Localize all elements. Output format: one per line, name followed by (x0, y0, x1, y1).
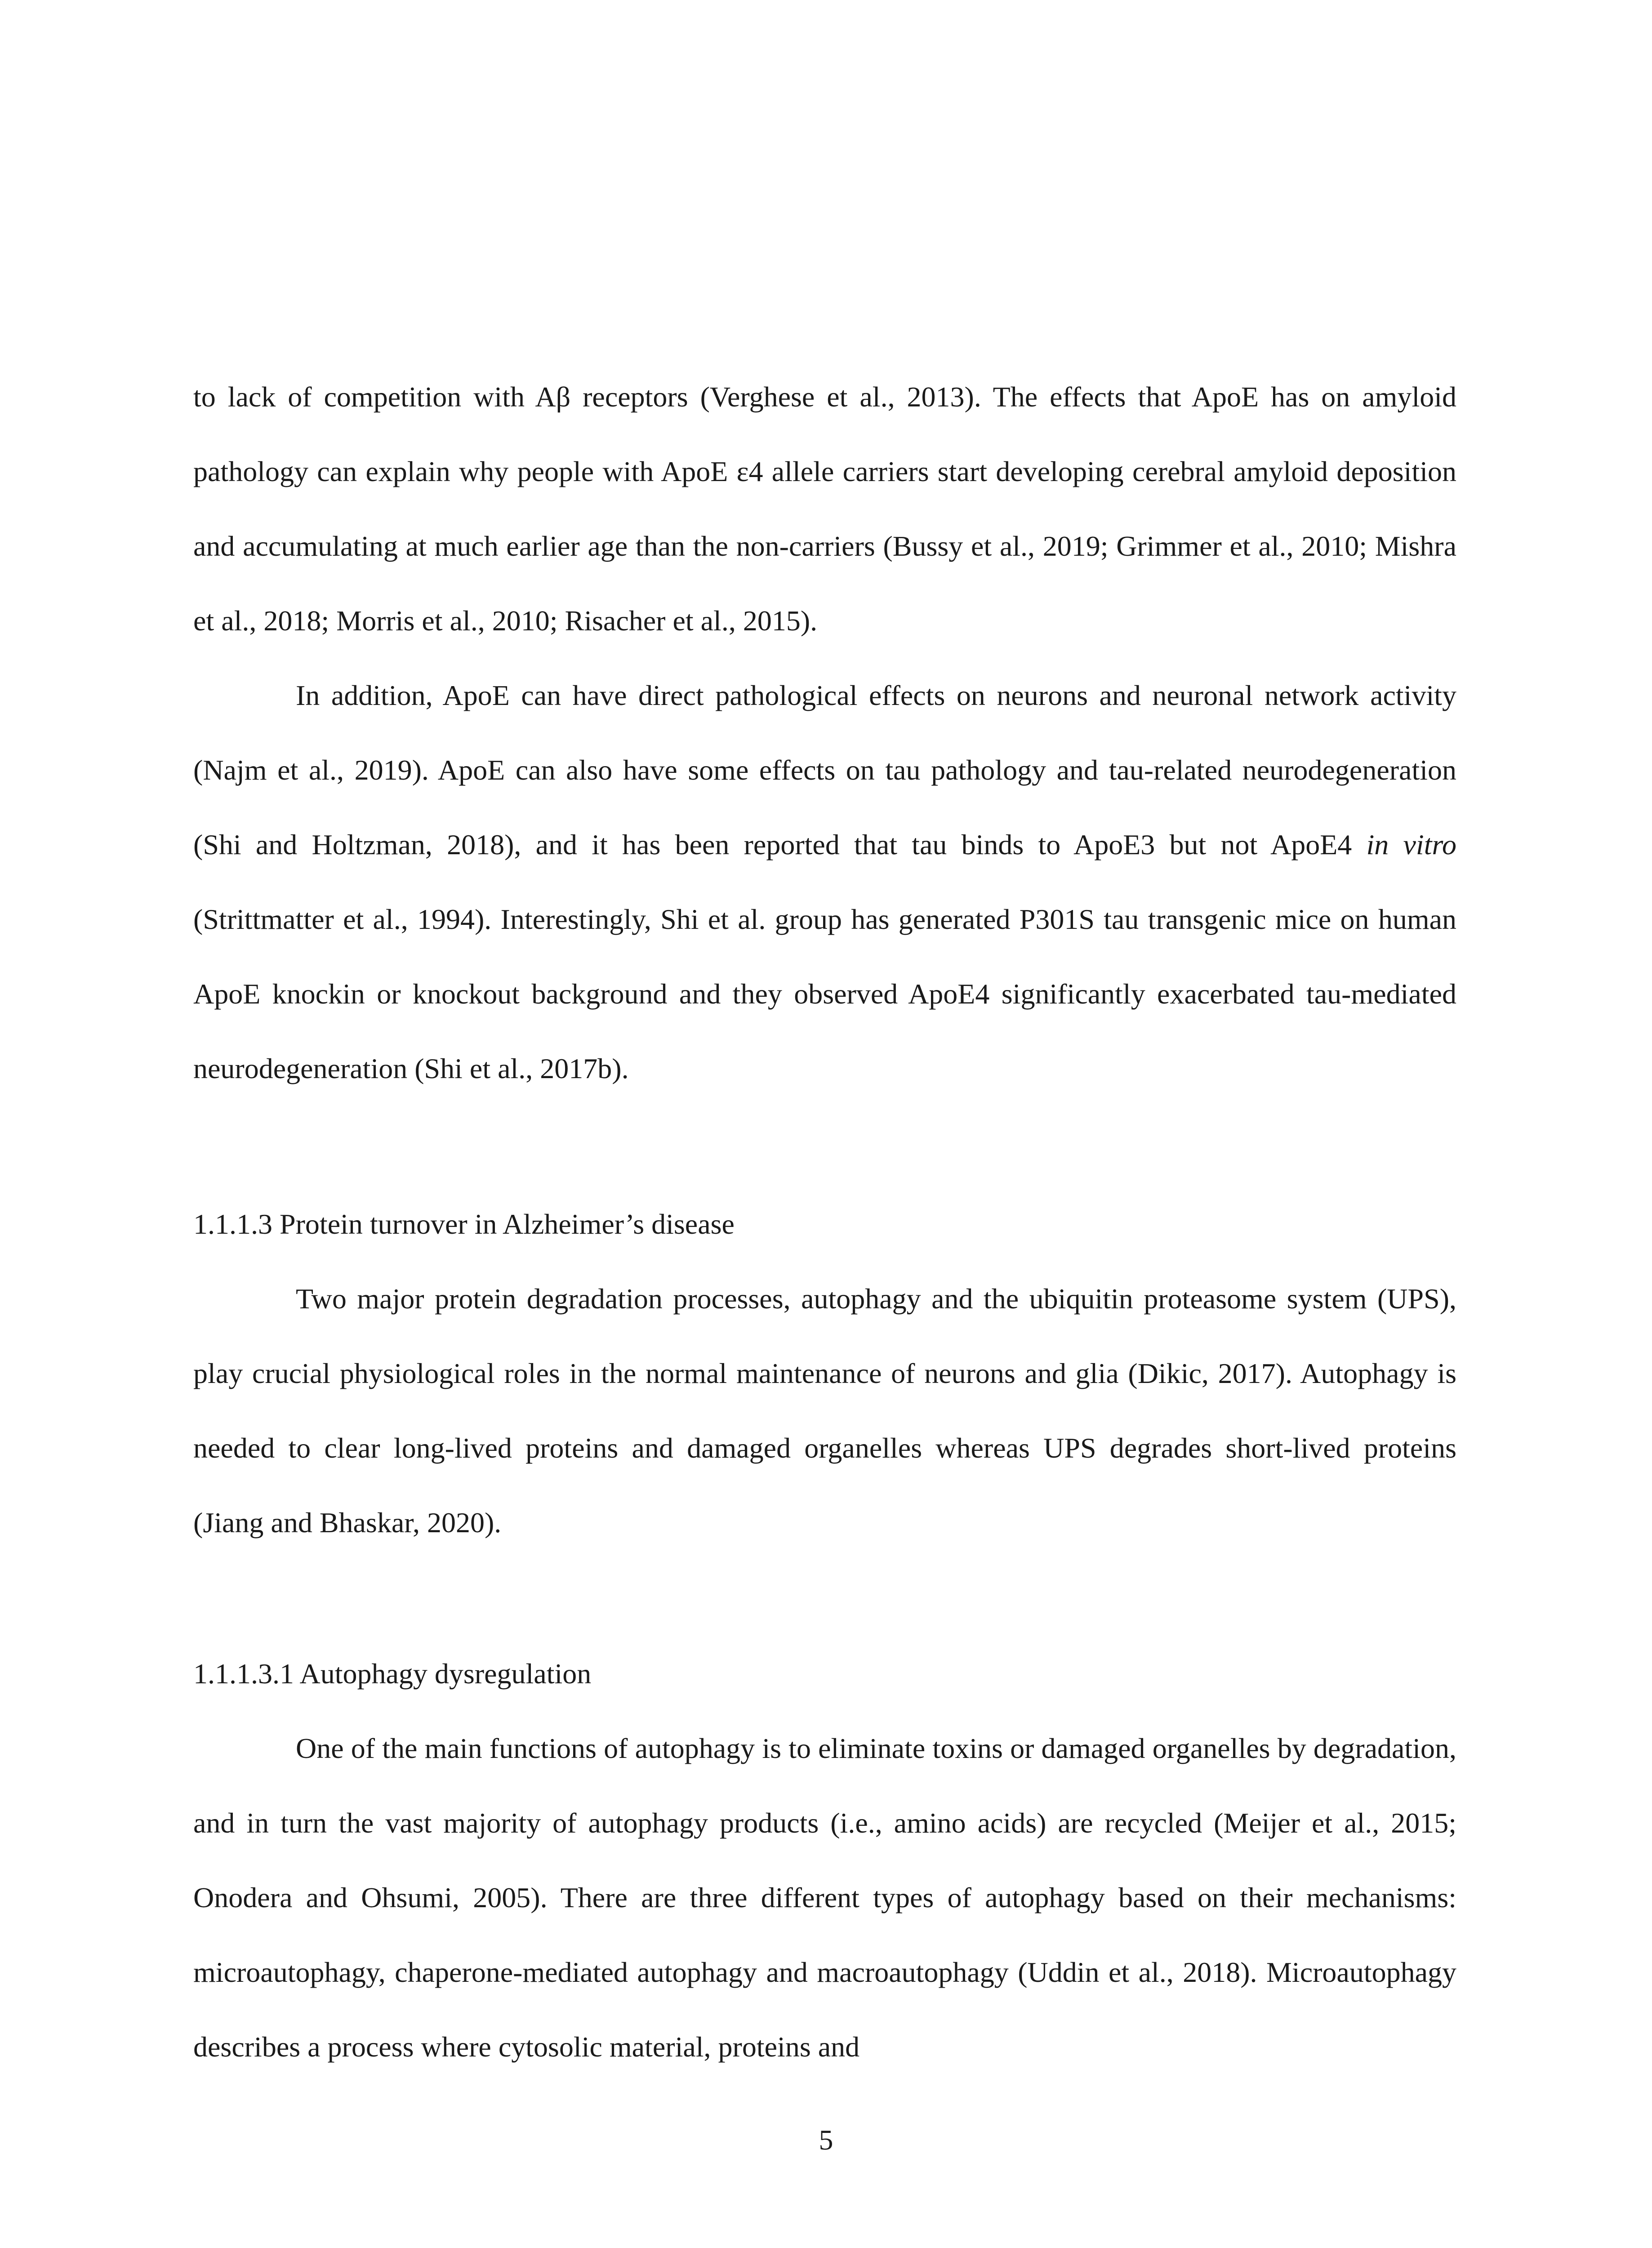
paragraph-autophagy-functions: One of the main functions of autophagy is to eliminate toxins or damaged organelles by degradation, and in turn the vast majority of autophagy products (i.e., amino acids) are recycled (Meijer et al., 2015; Onodera and Ohsumi, 2005). There are three different types of autophagy based on their mechanisms: microautophagy, chaperone-mediated autophagy and macroautophagy (Uddin et al., 2018). Microautophagy describes a process where cytosolic material, proteins and (193, 1732, 1456, 2063)
paragraph-apoe-tau-text-start: In addition, ApoE can have direct pathological effects on neurons and neuronal network activity (Najm et al., 2019). ApoE can also have some effects on tau pathology and tau-related neurodegeneration (Shi and Holtzman, 2018), and it has been reported that tau binds to ApoE3 but not ApoE4 (193, 679, 1456, 861)
page-number: 5 (819, 2124, 833, 2156)
body-text-section-3 (193, 1637, 1456, 2084)
section-heading-autophagy-dysregulation: 1.1.1.3.1 Autophagy dysregulation (193, 1658, 592, 1690)
body-text-section-2 (193, 1187, 1456, 1560)
paragraph-apoe-tau (193, 658, 1456, 1106)
section-heading-protein-turnover: 1.1.1.3 Protein turnover in Alzheimer’s disease (193, 1208, 735, 1240)
paragraph-protein-degradation: Two major protein degradation processes, autophagy and the ubiquitin proteasome system (UPS), play crucial physiological roles in the normal maintenance of neurons and glia (Dikic, 2017). Autophagy is needed to clear long-lived proteins and damaged organelles whereas UPS degrades short-lived proteins (Jiang and Bhaskar, 2020). (193, 1283, 1456, 1539)
italic-in-vitro: in vitro (1366, 829, 1457, 861)
body-text-section-1 (193, 360, 1456, 1106)
paragraph-apoe-tau-text-end: (Strittmatter et al., 1994). Interestingly, Shi et al. group has generated P301S tau transgenic mice on human ApoE knockin or knockout background and they observed ApoE4 significantly exacerbated tau-mediated neurodegeneration (Shi et al., 2017b). (193, 903, 1456, 1084)
paragraph-apoe-amyloid: to lack of competition with Aβ receptors (Verghese et al., 2013). The effects that ApoE has on amyloid pathology can explain why people with ApoE ε4 allele carriers start developing cerebral amyloid deposition and accumulating at much earlier age than the non-carriers (Bussy et al., 2019; Grimmer et al., 2010; Mishra et al., 2018; Morris et al., 2010; Risacher et al., 2015). (193, 381, 1456, 637)
